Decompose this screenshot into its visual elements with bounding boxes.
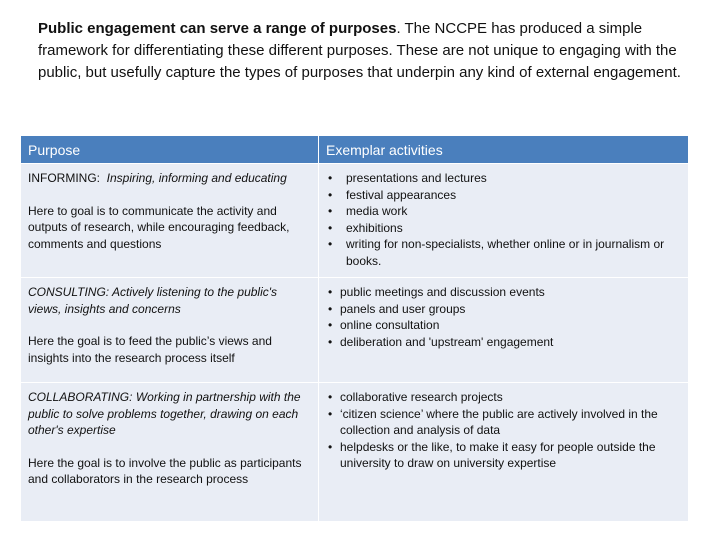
list-item: • media work bbox=[326, 203, 681, 220]
activities-list bbox=[326, 389, 681, 472]
list-item: • panels and user groups bbox=[326, 301, 681, 318]
table-row-informing bbox=[21, 164, 689, 278]
intro-lead: Public engagement can serve a range of purposes bbox=[38, 20, 397, 37]
table-header-row bbox=[21, 136, 689, 164]
purpose-description: Inspiring, informing and educating bbox=[106, 171, 287, 185]
list-item: • exhibitions bbox=[326, 220, 681, 237]
purposes-table bbox=[20, 135, 689, 522]
list-item: • public meetings and discussion events bbox=[326, 284, 681, 301]
purpose-heading bbox=[28, 389, 311, 439]
purpose-heading bbox=[28, 284, 311, 317]
purpose-goal: Here the goal is to feed the public’s views and insights into the research process itself bbox=[28, 334, 272, 365]
purpose-label: CONSULTING: bbox=[28, 285, 110, 299]
list-item: • ‘citizen science’ where the public are actively involved in the collection and analysis of data bbox=[326, 406, 681, 439]
purpose-label: COLLABORATING: bbox=[28, 390, 133, 404]
header-purpose: Purpose bbox=[21, 136, 319, 164]
purpose-goal: Here to goal is to communicate the activity and outputs of research, while encouraging feedback, comments and questions bbox=[28, 203, 290, 251]
intro-body: . The NCCPE has produced a simple framework for differentiating these different purposes. These are not unique to engaging with the public, but usefully capture the types of purposes that underpin any kind of external engagement. bbox=[38, 20, 681, 81]
list-item: • presentations and lectures bbox=[326, 170, 681, 187]
intro-paragraph bbox=[38, 18, 698, 84]
purpose-cell bbox=[21, 164, 319, 278]
list-item: • helpdesks or the like, to make it easy for people outside the university to draw on university expertise bbox=[326, 439, 681, 472]
activities-list bbox=[326, 284, 681, 350]
list-item: • writing for non-specialists, whether online or in journalism or books. bbox=[326, 236, 681, 269]
purpose-description: Working in partnership with the public to solve problems together, drawing on each other's expertise bbox=[28, 390, 301, 437]
list-item: • festival appearances bbox=[326, 187, 681, 204]
purpose-label: INFORMING: bbox=[28, 171, 100, 185]
list-item: • collaborative research projects bbox=[326, 389, 681, 406]
activities-list bbox=[326, 170, 681, 269]
purpose-heading bbox=[28, 170, 311, 187]
purpose-description: Actively listening to the public's views, insights and concerns bbox=[28, 285, 278, 316]
activities-cell bbox=[319, 278, 689, 383]
purpose-cell bbox=[21, 383, 319, 522]
table-row-consulting bbox=[21, 278, 689, 383]
list-item: • deliberation and 'upstream' engagement bbox=[326, 334, 681, 351]
header-exemplar-activities: Exemplar activities bbox=[319, 136, 689, 164]
table-row-collaborating bbox=[21, 383, 689, 522]
purpose-cell bbox=[21, 278, 319, 383]
purpose-goal: Here the goal is to involve the public as participants and collaborators in the research process bbox=[28, 455, 302, 486]
list-item: • online consultation bbox=[326, 317, 681, 334]
activities-cell bbox=[319, 383, 689, 522]
activities-cell bbox=[319, 164, 689, 278]
